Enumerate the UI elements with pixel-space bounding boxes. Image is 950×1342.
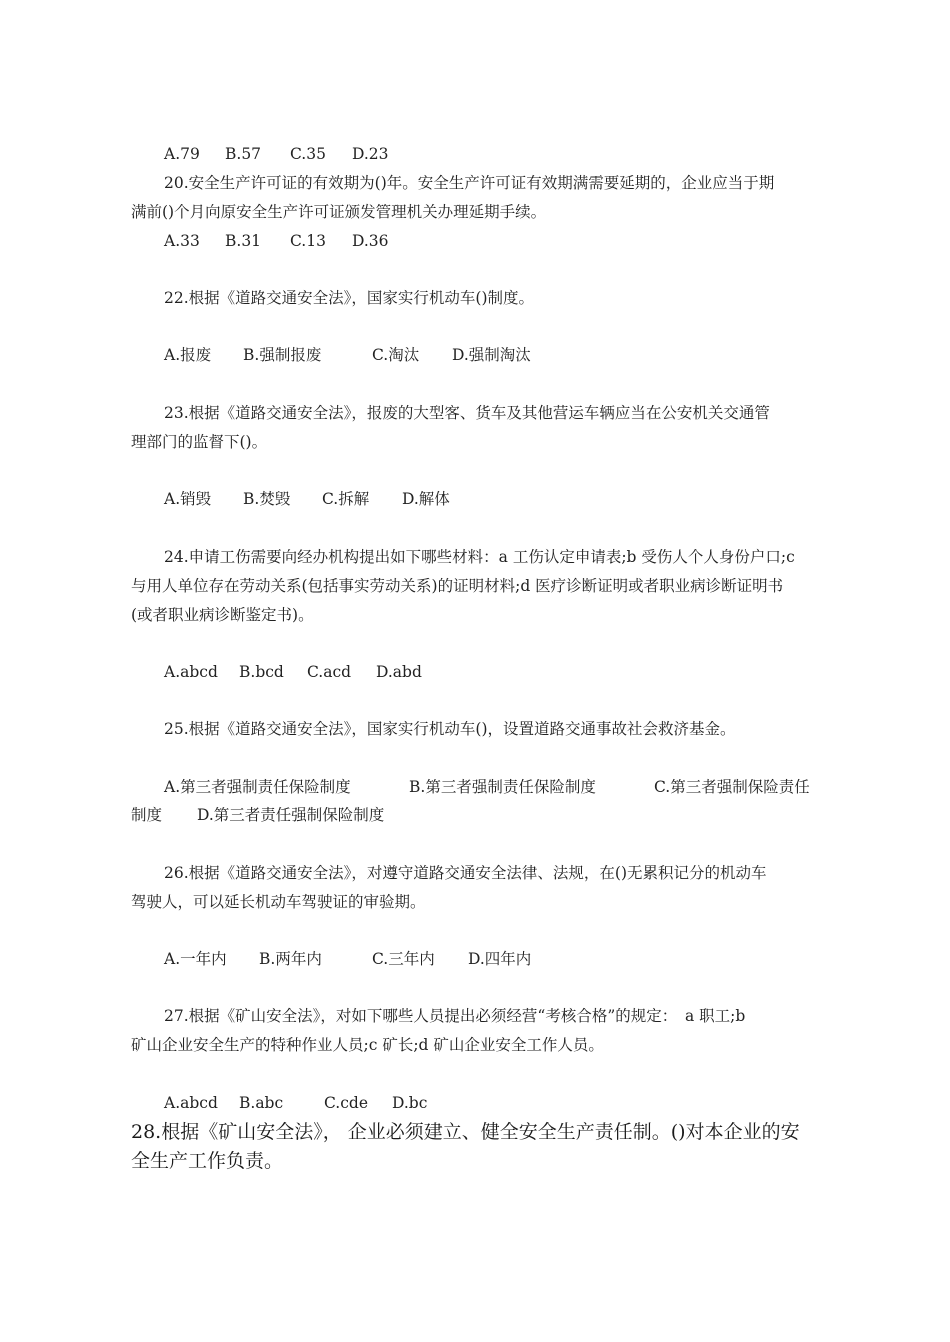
- option-d: D.36: [352, 232, 389, 250]
- option-a: A.一年内: [164, 950, 227, 968]
- q26-text-line1: 26.根据《道路交通安全法》，对遵守道路交通安全法律、法规，在()无累积记分的机动车: [164, 864, 767, 882]
- option-b: B.两年内: [259, 950, 322, 968]
- q23-text-line1: 23.根据《道路交通安全法》，报废的大型客、货车及其他营运车辆应当在公安机关交通管: [164, 404, 770, 422]
- q27-options: [164, 1093, 864, 1113]
- q23-text-line2: 理部门的监督下()。: [131, 433, 268, 451]
- option-a: A.79: [164, 145, 200, 163]
- option-c: C.淘汰: [372, 346, 420, 364]
- q24-text-line1: 24.申请工伤需要向经办机构提出如下哪些材料：a 工伤认定申请表;b 受伤人个人身份户口;c: [164, 548, 795, 566]
- q25-options-line1: [164, 777, 864, 797]
- option-c: C.35: [290, 145, 326, 163]
- q24-text-line3: (或者职业病诊断鉴定书)。: [131, 606, 314, 624]
- option-a: A.报废: [164, 346, 212, 364]
- q28-text-line1: 28.根据《矿山安全法》， 企业必须建立、健全安全生产责任制。()对本企业的安: [131, 1121, 800, 1143]
- option-d: D.第三者责任强制保险制度: [197, 806, 385, 824]
- q22-text: 22.根据《道路交通安全法》，国家实行机动车()制度。: [164, 289, 534, 307]
- q26-text-line2: 驾驶人，可以延长机动车驾驶证的审验期。: [131, 893, 426, 911]
- option-c: C.acd: [307, 663, 352, 681]
- q22-options: [164, 345, 864, 365]
- option-c-continued: 制度: [131, 806, 163, 824]
- option-b: B.第三者强制责任保险制度: [409, 778, 596, 796]
- option-a: A.33: [164, 232, 200, 250]
- q25-text: 25.根据《道路交通安全法》，国家实行机动车()，设置道路交通事故社会救济基金。: [164, 720, 736, 738]
- option-b: B.bcd: [239, 663, 284, 681]
- option-c: C.13: [290, 232, 326, 250]
- option-b: B.焚毁: [243, 490, 291, 508]
- q25-options-line2: [131, 805, 831, 825]
- option-d: D.bc: [392, 1094, 428, 1112]
- q24-text-line2: 与用人单位存在劳动关系(包括事实劳动关系)的证明材料;d 医疗诊断证明或者职业病诊断证明书: [131, 577, 784, 595]
- q23-options: [164, 489, 864, 509]
- q28-text-line2: 全生产工作负责。: [131, 1150, 284, 1172]
- option-b: B.abc: [239, 1094, 284, 1112]
- option-d: D.四年内: [468, 950, 532, 968]
- option-d: D.解体: [402, 490, 450, 508]
- option-b: B.57: [225, 145, 262, 163]
- q27-text-line1: 27.根据《矿山安全法》，对如下哪些人员提出必须经营“考核合格”的规定： a 职工;b: [164, 1007, 746, 1025]
- option-c: C.拆解: [322, 490, 370, 508]
- option-b: B.强制报废: [243, 346, 322, 364]
- option-c: C.cde: [324, 1094, 369, 1112]
- option-d: D.强制淘汰: [452, 346, 531, 364]
- q20-options: [164, 231, 864, 251]
- option-b: B.31: [225, 232, 262, 250]
- option-a: A.销毁: [164, 490, 212, 508]
- option-a: A.abcd: [164, 663, 218, 681]
- option-a: A.第三者强制责任保险制度: [164, 778, 351, 796]
- q26-options: [164, 949, 864, 969]
- option-c: C.三年内: [372, 950, 435, 968]
- option-d: D.abd: [376, 663, 422, 681]
- q27-text-line2: 矿山企业安全生产的特种作业人员;c 矿长;d 矿山企业安全工作人员。: [131, 1036, 604, 1054]
- q19-options: [164, 144, 864, 164]
- q20-text-line1: 20.安全生产许可证的有效期为()年。安全生产许可证有效期满需要延期的，企业应当于期: [164, 174, 775, 192]
- q24-options: [164, 662, 864, 682]
- option-a: A.abcd: [164, 1094, 218, 1112]
- option-c: C.第三者强制保险责任: [654, 778, 810, 796]
- option-d: D.23: [352, 145, 389, 163]
- q20-text-line2: 满前()个月向原安全生产许可证颁发管理机关办理延期手续。: [131, 203, 547, 221]
